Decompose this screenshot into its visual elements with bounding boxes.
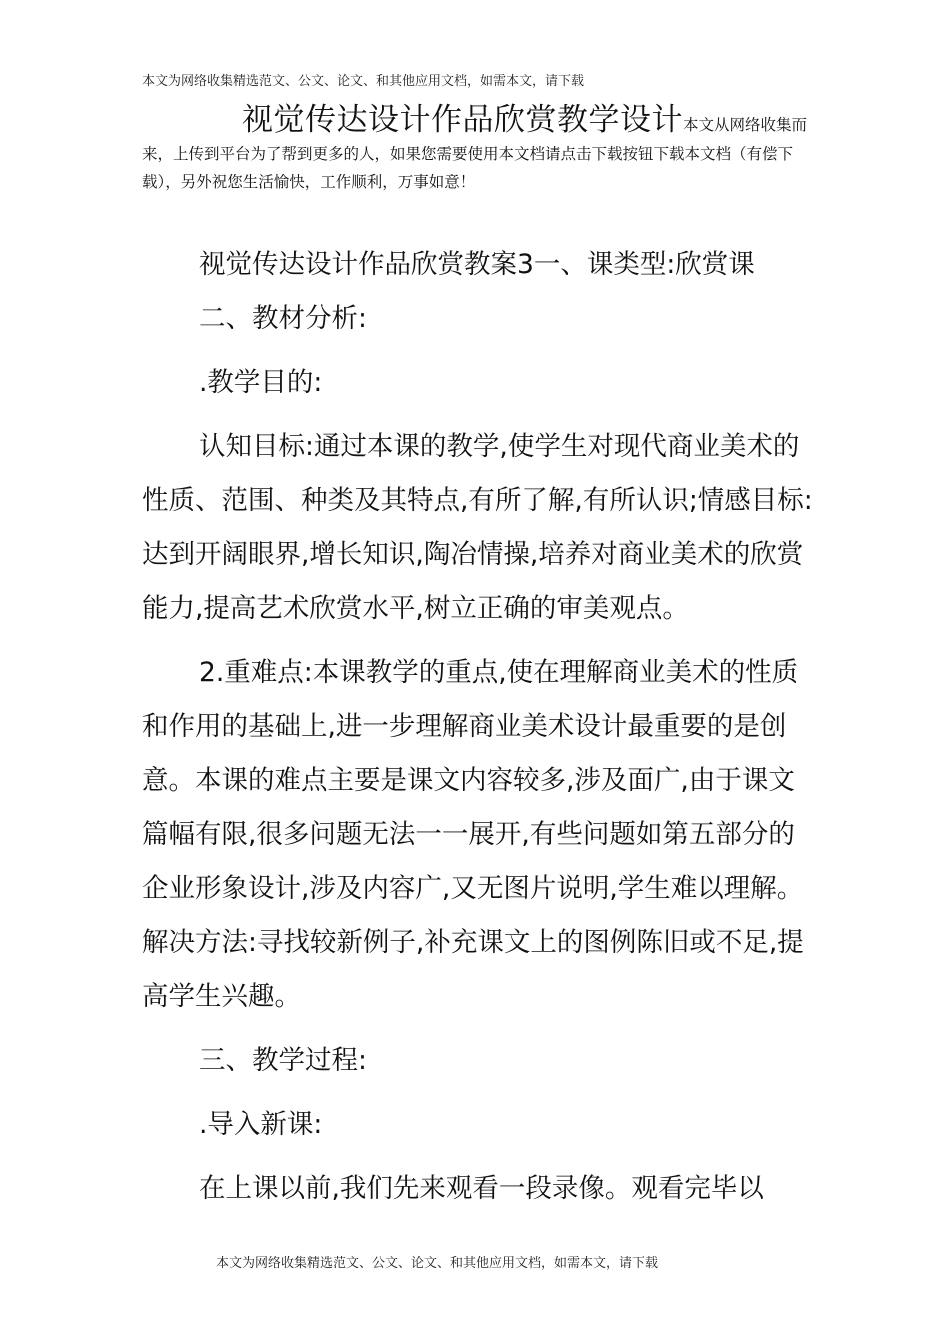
paragraph-lesson-type: 视觉传达设计作品欣赏教案3一、课类型:欣赏课 bbox=[199, 249, 755, 280]
paragraph-material-analysis: 二、教材分析: bbox=[199, 303, 367, 334]
paragraph-introduction: .导入新课: bbox=[199, 1109, 323, 1140]
footer-note: 本文为网络收集精选范文、公文、论文、和其他应用文档，如需本文，请下载 bbox=[216, 1256, 659, 1271]
paragraph-key-points: 2.重难点:本课教学的重点,使在理解商业美术的性质和作用的基础上,进一步理解商业美术设计最重要的是创意。本课的难点主要是课文内容较多,涉及面广,由于课文篇幅有限,很多问题无法一一展开,有些问题如第五部分的企业形象设计,涉及内容广,又无图片说明,学生难以理解。解决方法:寻找较新例子,补充课文上的图例陈旧或不足,提高学生兴趣。 bbox=[142, 657, 804, 1012]
paragraph-teaching-purpose: .教学目的: bbox=[199, 367, 323, 398]
intro-block bbox=[142, 100, 822, 196]
intro-note: 本文从网络收集而来，上传到平台为了帮到更多的人，如果您需要使用本文档请点击下载按钮下载本文档（有偿下载），另外祝您生活愉快，工作顺利，万事如意！ bbox=[142, 116, 808, 191]
paragraph-teaching-process: 三、教学过程: bbox=[199, 1045, 367, 1076]
header-note: 本文为网络收集精选范文、公文、论文、和其他应用文档，如需本文，请下载 bbox=[142, 74, 585, 89]
document-title: 视觉传达设计作品欣赏教学设计 bbox=[242, 102, 683, 138]
paragraph-objectives: 认知目标:通过本课的教学,使学生对现代商业美术的性质、范围、种类及其特点,有所了解,有所认识;情感目标:达到开阔眼界,增长知识,陶冶情操,培养对商业美术的欣赏能力,提高艺术欣赏水平,树立正确的审美观点。 bbox=[142, 431, 813, 624]
document-body bbox=[142, 238, 817, 1216]
paragraph-video: 在上课以前,我们先来观看一段录像。观看完毕以 bbox=[199, 1173, 764, 1204]
